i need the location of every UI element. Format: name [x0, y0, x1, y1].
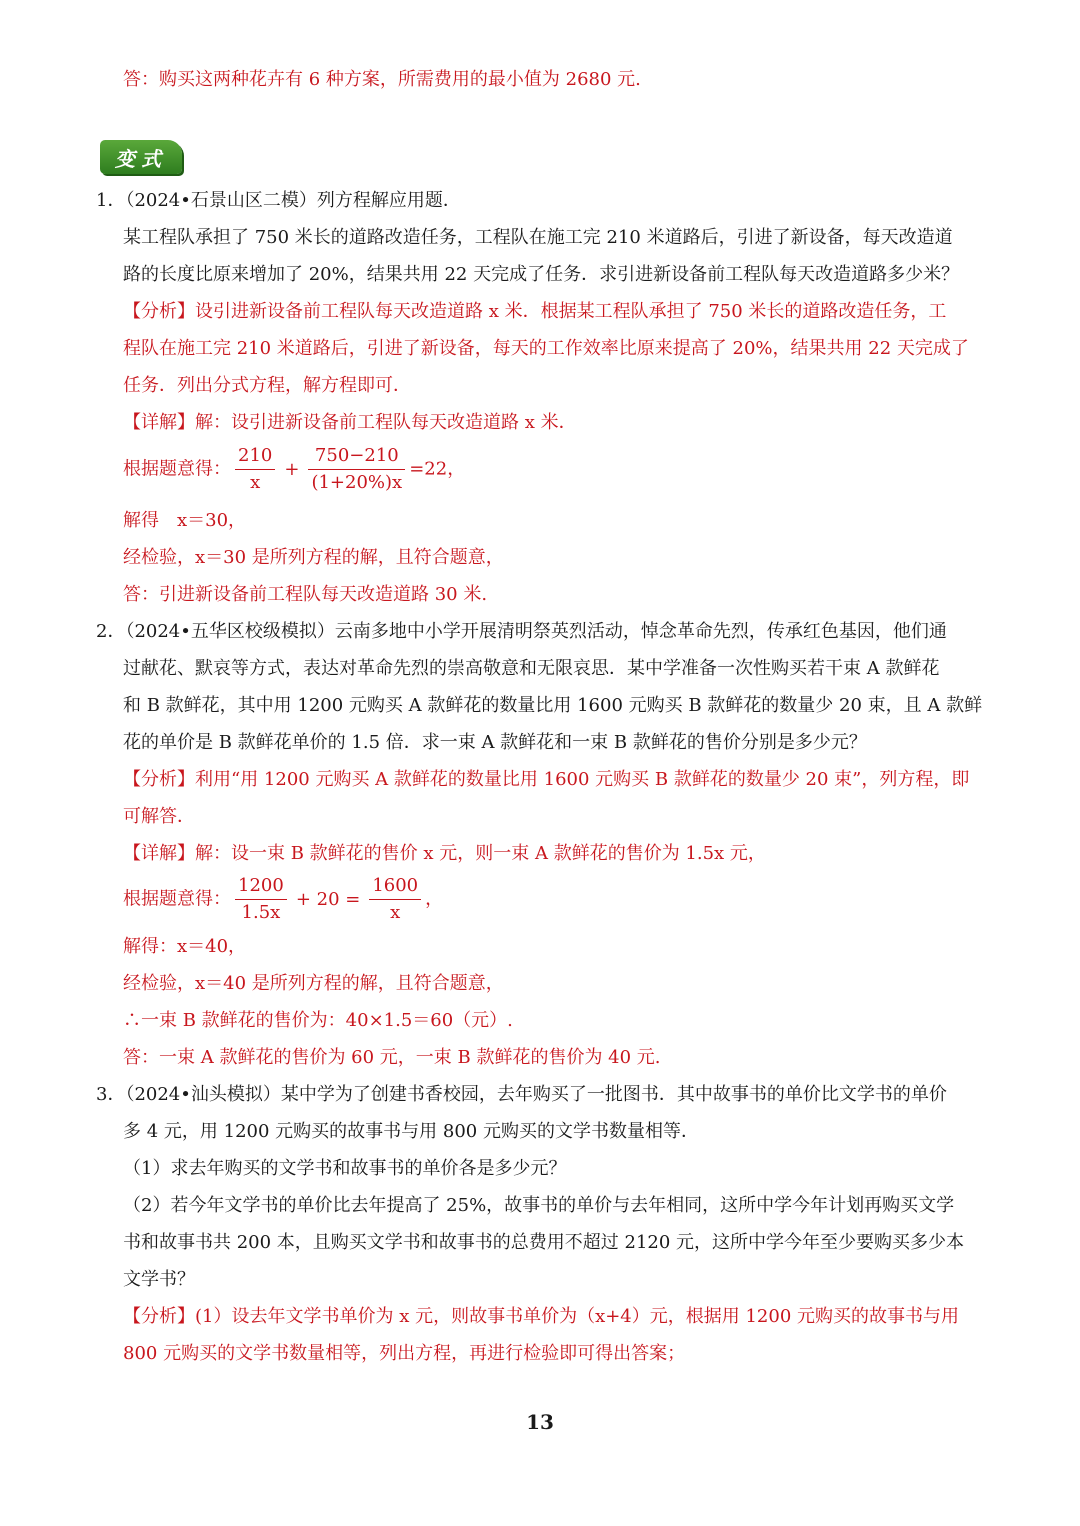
- q1-text-1: 某工程队承担了 750 米长的道路改造任务，工程队在施工完 210 米道路后，引进了新设备，每天改造道: [123, 227, 953, 248]
- q1-equation: [123, 445, 465, 494]
- q2-analysis-1: 【分析】利用“用 1200 元购买 A 款鲜花的数量比用 1600 元购买 B 款鲜花的数量少 20 束”，列方程，即: [123, 769, 970, 790]
- q1-eq-plus: +: [284, 458, 300, 480]
- q1-frac2-den: (1+20%)x: [311, 472, 403, 493]
- q2-solve: 解得：x＝40，: [123, 936, 247, 957]
- q1-analysis-2: 程队在施工完 210 米道路后，引进了新设备，每天的工作效率比原来提高了 20%，结果共用 22 天完成了: [123, 338, 969, 359]
- q2-eq-prefix: 根据题意得：: [123, 888, 231, 910]
- q1-fraction-2: [308, 445, 405, 494]
- q2-therefore: ∴一束 B 款鲜花的售价为：40×1.5＝60（元）.: [123, 1010, 513, 1031]
- q2-fraction-2: [369, 875, 421, 924]
- section-badge-label: 变式: [115, 146, 167, 171]
- q2-check: 经检验，x＝40 是所列方程的解，且符合题意，: [123, 973, 504, 994]
- q3-part-2-line-2: 书和故事书共 200 本，且购买文学书和故事书的总费用不超过 2120 元，这所中学今年至少要购买多少本: [123, 1232, 965, 1253]
- q3-part-2-line-3: 文学书？: [123, 1269, 195, 1290]
- q2-eq-mid: + 20 =: [295, 888, 361, 910]
- q2-frac2-num: 1600: [369, 875, 421, 900]
- q2-frac1-den: 1.5x: [241, 902, 281, 923]
- q2-fraction-1: [235, 875, 287, 924]
- q1-frac2-num: 750−210: [308, 445, 405, 470]
- q1-analysis-1: 【分析】设引进新设备前工程队每天改造道路 x 米．根据某工程队承担了 750 米长的道路改造任务，工: [123, 301, 947, 322]
- q2-title: 2．（2024•五华区校级模拟）云南多地中小学开展清明祭英烈活动，悼念革命先烈，传承红色基因，他们通: [96, 621, 947, 642]
- q1-answer: 答：引进新设备前工程队每天改造道路 30 米.: [123, 584, 488, 605]
- q2-detail-1: 【详解】解：设一束 B 款鲜花的售价 x 元，则一束 A 款鲜花的售价为 1.5x 元，: [123, 843, 766, 864]
- q3-title: 3．（2024•汕头模拟）某中学为了创建书香校园，去年购买了一批图书．其中故事书的单价比文学书的单价: [96, 1084, 947, 1105]
- q2-answer: 答：一束 A 款鲜花的售价为 60 元，一束 B 款鲜花的售价为 40 元.: [123, 1047, 661, 1068]
- q1-frac1-den: x: [250, 472, 261, 493]
- q3-analysis-2: 800 元购买的文学书数量相等，列出方程，再进行检验即可得出答案；: [123, 1343, 686, 1364]
- q2-text-1: 过献花、默哀等方式，表达对革命先烈的崇高敬意和无限哀思．某中学准备一次性购买若干束 A 款鲜花: [123, 658, 940, 679]
- q1-title: 1．（2024•石景山区二模）列方程解应用题．: [96, 190, 461, 211]
- q1-fraction-1: [235, 445, 275, 494]
- q1-frac1-num: 210: [235, 445, 275, 470]
- q3-part-2-line-1: （2）若今年文学书的单价比去年提高了 25%，故事书的单价与去年相同，这所中学今年计划再购买文学: [123, 1195, 955, 1216]
- q2-text-2: 和 B 款鲜花，其中用 1200 元购买 A 款鲜花的数量比用 1600 元购买 B 款鲜花的数量少 20 束，且 A 款鲜: [123, 695, 983, 716]
- q2-equation: [123, 875, 443, 924]
- q3-analysis-1: 【分析】(1）设去年文学书单价为 x 元，则故事书单价为（x+4）元，根据用 1200 元购买的故事书与用: [123, 1306, 960, 1327]
- q1-detail-1: 【详解】解：设引进新设备前工程队每天改造道路 x 米．: [123, 412, 577, 433]
- page-number: 13: [526, 1410, 554, 1434]
- q1-solve: 解得 x＝30，: [123, 510, 247, 531]
- q2-frac1-num: 1200: [235, 875, 287, 900]
- q1-eq-rhs: =22，: [409, 458, 466, 480]
- q3-text-1: 多 4 元，用 1200 元购买的故事书与用 800 元购买的文学书数量相等．: [123, 1121, 699, 1142]
- q2-frac2-den: x: [390, 902, 401, 923]
- section-badge: [100, 140, 182, 174]
- q1-analysis-3: 任务．列出分式方程，解方程即可．: [123, 375, 411, 396]
- q1-eq-prefix: 根据题意得：: [123, 458, 231, 480]
- q1-check: 经检验，x＝30 是所列方程的解，且符合题意，: [123, 547, 504, 568]
- top-answer: 答：购买这两种花卉有 6 种方案，所需费用的最小值为 2680 元.: [123, 69, 641, 90]
- q1-text-2: 路的长度比原来增加了 20%，结果共用 22 天完成了任务．求引进新设备前工程队每天改造道路多少米？: [123, 264, 960, 285]
- q3-part-1: （1）求去年购买的文学书和故事书的单价各是多少元？: [123, 1158, 567, 1179]
- q2-eq-rhs: ，: [425, 888, 444, 910]
- q2-text-3: 花的单价是 B 款鲜花单价的 1.5 倍．求一束 A 款鲜花和一束 B 款鲜花的售价分别是多少元？: [123, 732, 867, 753]
- q2-analysis-2: 可解答．: [123, 806, 195, 827]
